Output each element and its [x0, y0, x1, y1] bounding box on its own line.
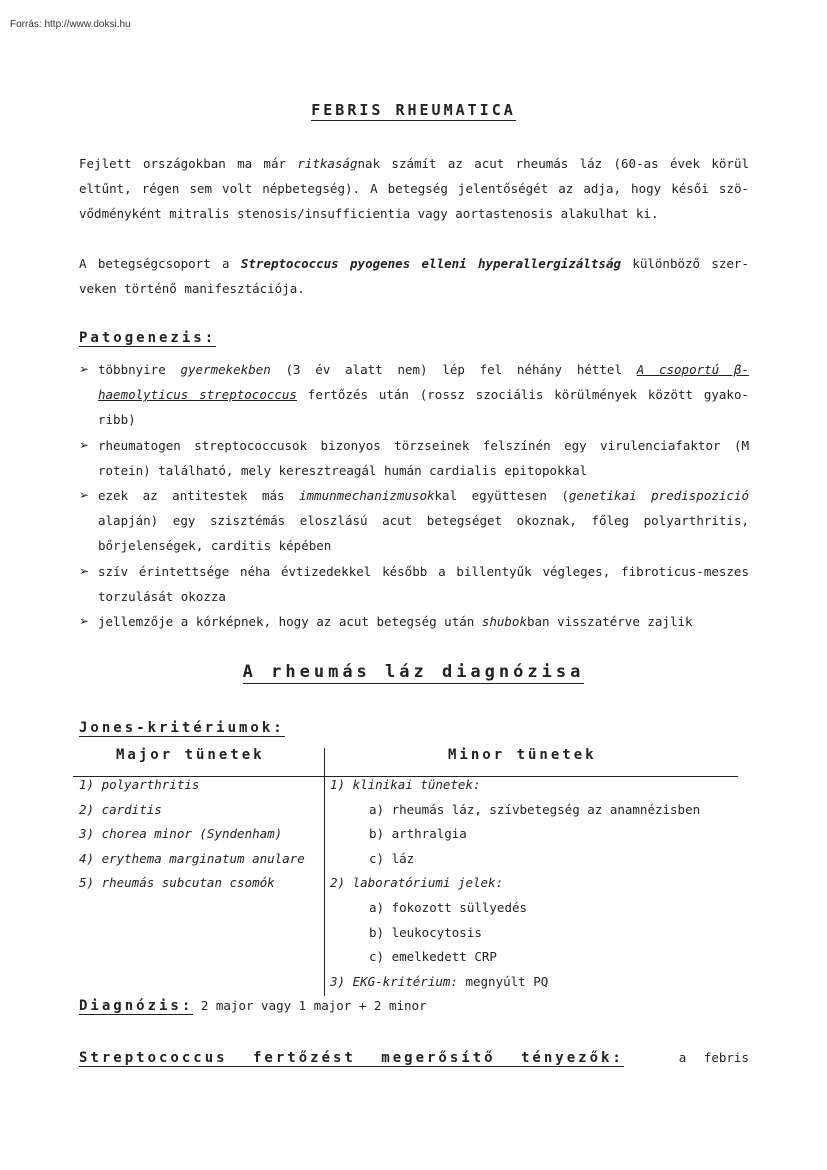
- arrow-bullet-icon: ➢: [79, 564, 90, 578]
- patogenezis-heading: Patogenezis:: [79, 330, 217, 346]
- table-divider-vertical: [324, 748, 325, 996]
- jones-heading: Jones-kritériumok:: [79, 720, 285, 736]
- arrow-bullet-icon: ➢: [79, 438, 90, 452]
- major-header: Major tünetek: [116, 747, 265, 763]
- minor-list: 1) klinikai tünetek: a) rheumás láz, szívbetegség az anamnézisben b) arthralgia c) láz 2) laboratóriumi jelek: a) fokozott süllyedés b) leukocytosis c) emelkedett CRP 3) EKG-kritérium: megnyúlt PQ: [330, 777, 701, 989]
- page-title: FEBRIS RHEUMATICA: [311, 101, 516, 119]
- diagnosis-heading: A rheumás láz diagnózisa: [242, 662, 585, 682]
- list-item: ➢ jellemzője a kórképnek, hogy az acut betegség után shubokban visszatérve zajlik: [79, 609, 749, 634]
- diagnosis-line: Diagnózis: 2 major vagy 1 major + 2 minor: [79, 998, 427, 1014]
- major-list: 1) polyarthritis 2) carditis 3) chorea minor (Syndenham) 4) erythema marginatum anulare 5) rheumás subcutan csomók: [79, 777, 305, 891]
- arrow-bullet-icon: ➢: [79, 488, 90, 502]
- intro-paragraph: Fejlett országokban ma már ritkaságnak számít az acut rheumás láz (60-as évek körül eltűnt, régen sem volt népbetegség). A betegség jelentőségét az adja, hogy késői szö- vődményként mitralis stenosis/insufficientia vagy aortastenosis alakulhat ki.: [79, 156, 749, 221]
- group-paragraph: A betegségcsoport a Streptococcus pyogenes elleni hyperallergizáltság különböző szer- veken történő manifesztációja.: [79, 256, 749, 296]
- list-item: ➢ szív érintettsége néha évtizedekkel később a billentyűk végleges, fibroticus-meszes torzulását okozza: [79, 559, 749, 609]
- list-item: ➢ többnyire gyermekekben (3 év alatt nem) lép fel néhány héttel A csoportú β- haemolyticus streptococcus fertőzés után (rossz szociális körülmények között gyako- ribb): [79, 357, 749, 432]
- source-line: Forrás: http://www.doksi.hu: [10, 19, 131, 30]
- arrow-bullet-icon: ➢: [79, 614, 90, 628]
- strep-line: Streptococcus fertőzést megerősítő tényezők: a febris: [79, 1050, 749, 1066]
- list-item: ➢ ezek az antitestek más immunmechanizmusokkal együttesen (genetikai predispozició alapján) egy szisztémás eloszlású acut betegséget okoznak, főleg polyarthritis, bőrjelenségek, carditis képében: [79, 483, 749, 558]
- minor-header: Minor tünetek: [448, 747, 597, 763]
- arrow-bullet-icon: ➢: [79, 362, 90, 376]
- list-item: ➢ rheumatogen streptococcusok bizonyos törzseinek felszínén egy virulenciafaktor (M rotein) található, mely keresztreagál humán cardialis epitopokkal: [79, 433, 749, 483]
